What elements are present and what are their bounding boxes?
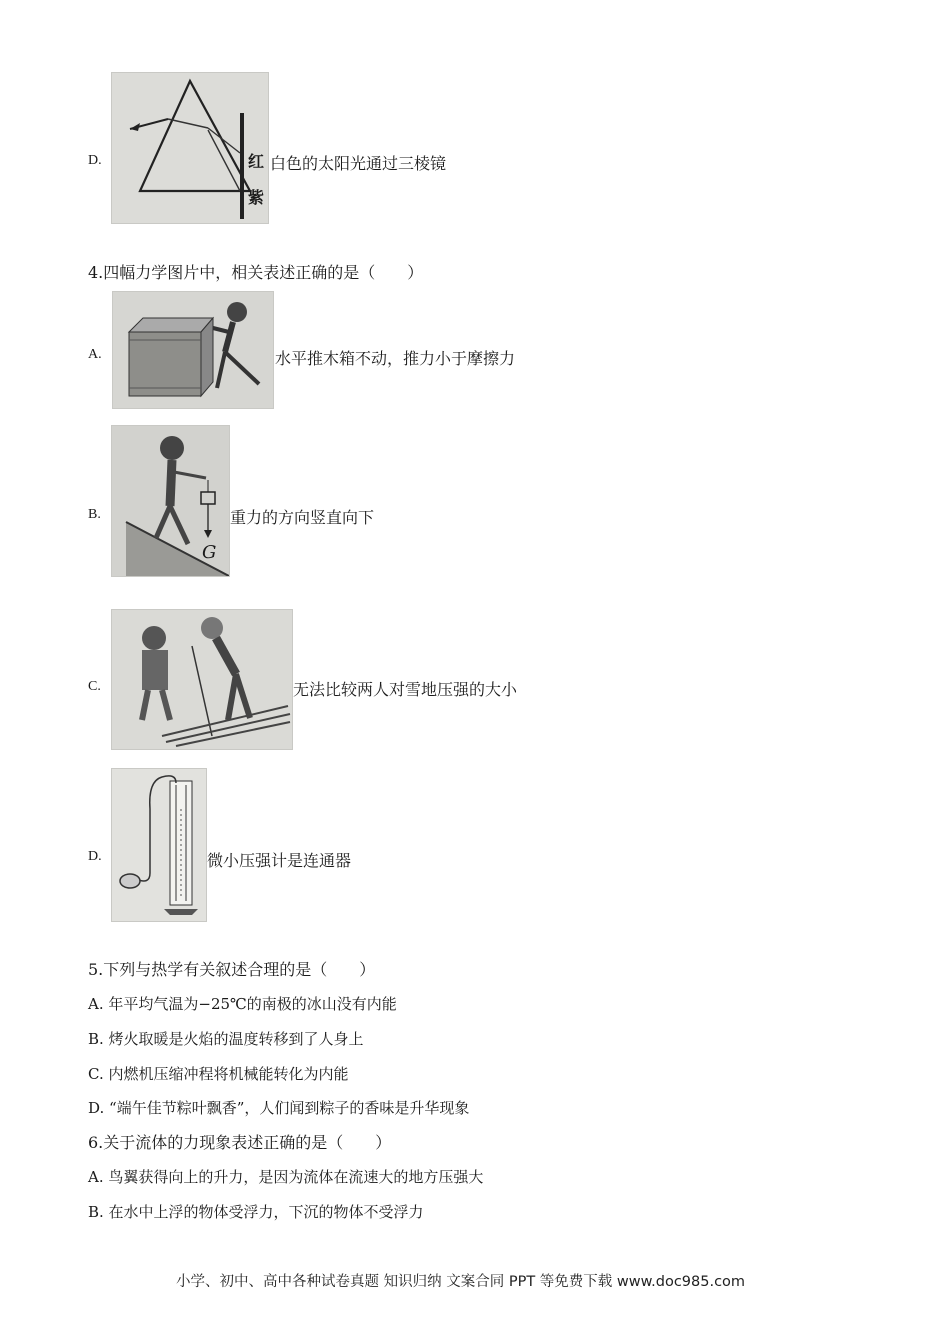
q4-stem: 4.四幅力学图片中，相关表述正确的是（ ） bbox=[88, 263, 424, 282]
q4-option-c-letter: C. bbox=[88, 679, 101, 694]
q6-stem: 6.关于流体的力现象表述正确的是（ ） bbox=[88, 1133, 392, 1152]
snow-pressure-figure bbox=[111, 609, 293, 750]
q5-stem: 5.下列与热学有关叙述合理的是（ ） bbox=[88, 960, 376, 979]
manometer-figure bbox=[111, 768, 207, 922]
q5-option-c: C. 内燃机压缩冲程将机械能转化为内能 bbox=[88, 1065, 349, 1083]
footer-text: 小学、初中、高中各种试卷真题 知识归纳 文案合同 PPT 等免费下载 www.doc985.com bbox=[176, 1274, 746, 1290]
q4-option-b-caption: 重力的方向竖直向下 bbox=[230, 508, 375, 527]
q5-option-b: B. 烤火取暖是火焰的温度转移到了人身上 bbox=[88, 1030, 364, 1048]
red-label: 红 bbox=[248, 152, 265, 171]
q6-option-b: B. 在水中上浮的物体受浮力，下沉的物体不受浮力 bbox=[88, 1203, 424, 1221]
q3-option-d-caption: 白色的太阳光通过三棱镜 bbox=[270, 154, 447, 173]
push-box-figure bbox=[112, 291, 274, 409]
gravity-g-label: G bbox=[202, 542, 217, 563]
q6-option-a: A. 鸟翼获得向上的升力，是因为流体在流速大的地方压强大 bbox=[88, 1168, 484, 1186]
q5-option-d: D. “端午佳节粽叶飘香”，人们闻到粽子的香味是升华现象 bbox=[88, 1099, 470, 1117]
q5-option-a: A. 年平均气温为−25℃的南极的冰山没有内能 bbox=[88, 995, 397, 1013]
violet-label: 紫 bbox=[248, 188, 265, 207]
gravity-figure bbox=[111, 425, 230, 577]
q3-option-d-letter: D. bbox=[88, 153, 102, 168]
q4-option-c-caption: 无法比较两人对雪地压强的大小 bbox=[293, 680, 518, 699]
q4-option-b-letter: B. bbox=[88, 507, 101, 522]
q4-option-a-caption: 水平推木箱不动，推力小于摩擦力 bbox=[275, 349, 516, 368]
prism-figure bbox=[111, 72, 269, 224]
q4-option-d-caption: 微小压强计是连通器 bbox=[207, 851, 352, 870]
q4-option-d-letter: D. bbox=[88, 849, 102, 864]
q4-option-a-letter: A. bbox=[88, 347, 102, 362]
